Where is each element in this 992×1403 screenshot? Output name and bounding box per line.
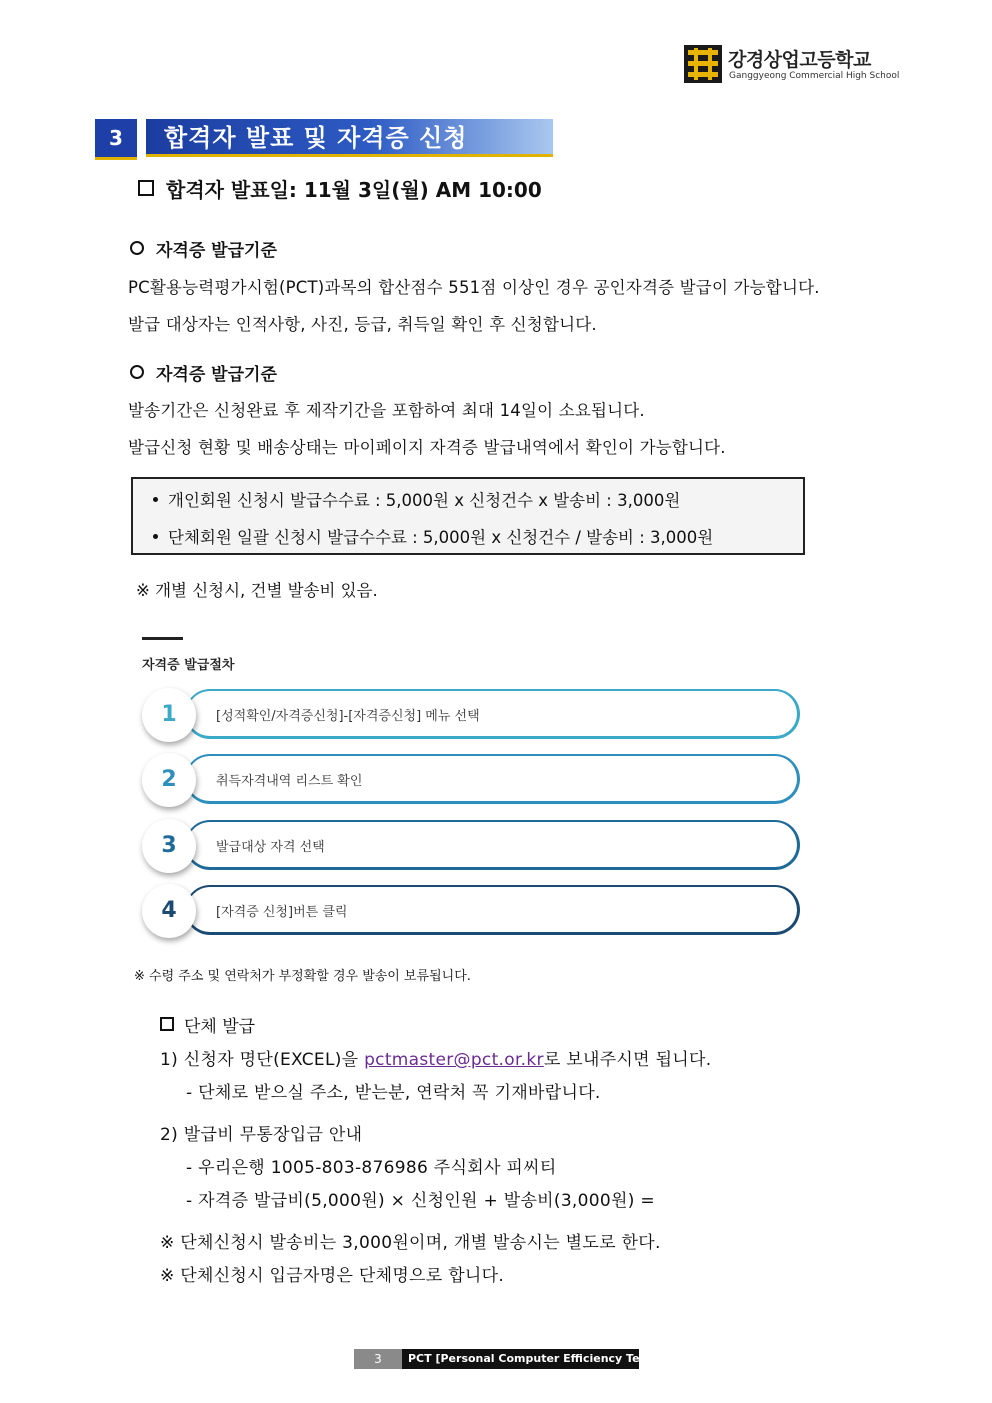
- procedure-step: [140, 752, 805, 808]
- fee-note: ※ 개별 신청시, 건별 발송비 있음.: [136, 581, 378, 600]
- circle-bullet-icon: [130, 365, 144, 379]
- checkbox-square-icon: [160, 1017, 174, 1031]
- fee-box: [131, 477, 805, 555]
- bullet-icon: [153, 534, 158, 539]
- school-name: 강경상업고등학교: [728, 49, 871, 71]
- step-label: [성적확인/자격증신청]-[자격증신청] 메뉴 선택: [216, 709, 480, 724]
- group-note-2: ※ 단체신청시 입금자명은 단체명으로 합니다.: [160, 1266, 505, 1286]
- group-item-2-bank: - 우리은행 1005-803-876986 주식회사 피씨티: [186, 1158, 557, 1178]
- procedure-title-bar: [142, 637, 183, 640]
- criteria-heading: 자격증 발급기준: [130, 236, 277, 261]
- circle-bullet-icon: [130, 241, 144, 255]
- step-label: [자격증 신청]버튼 클릭: [216, 905, 348, 920]
- announcement-date: [138, 174, 542, 203]
- fee-item-individual: 개인회원 신청시 발급수수료 : 5,000원 x 신청건수 x 발송비 : 3,000원: [153, 487, 680, 511]
- group-item-1-sub: - 단체로 받으실 주소, 받는분, 연락처 꼭 기재바랍니다.: [186, 1083, 601, 1103]
- criteria2-line-2: 발급신청 현황 및 배송상태는 마이페이지 자격증 발급내역에서 확인이 가능합니다.: [128, 438, 726, 457]
- checkbox-square-icon: [138, 180, 154, 196]
- fee-item-group: 단체회원 일괄 신청시 발급수수료 : 5,000원 x 신청건수 / 발송비 : 3,000원: [153, 524, 713, 548]
- section-title: 합격자 발표 및 자격증 신청: [146, 119, 553, 157]
- criteria2-line-1: 발송기간은 신청완료 후 제작기간을 포함하여 최대 14일이 소요됩니다.: [128, 401, 645, 420]
- page-number: 3: [354, 1349, 402, 1369]
- group-item-2: 2) 발급비 무통장입금 안내: [160, 1125, 363, 1145]
- step-label: 취득자격내역 리스트 확인: [216, 774, 363, 789]
- step-label: 발급대상 자격 선택: [216, 840, 325, 855]
- bullet-icon: [153, 497, 158, 502]
- criteria-line-2: 발급 대상자는 인적사항, 사진, 등급, 취득일 확인 후 신청합니다.: [128, 315, 597, 334]
- step-number: 2: [142, 753, 196, 807]
- step-number: 4: [142, 884, 196, 938]
- school-emblem-icon: [684, 45, 722, 83]
- procedure-step: [140, 818, 805, 874]
- announcement-text: 합격자 발표일: 11월 3일(월) AM 10:00: [166, 178, 542, 202]
- school-name-en: Ganggyeong Commercial High School: [729, 71, 900, 81]
- step-number: 3: [142, 819, 196, 873]
- section-number: 3: [95, 119, 137, 160]
- procedure-title: 자격증 발급절차: [142, 658, 235, 673]
- group-item-1: 1) 신청자 명단(EXCEL)을 pctmaster@pct.or.kr로 보내주시면 됩니다.: [160, 1050, 712, 1070]
- email-link[interactable]: pctmaster@pct.or.kr: [364, 1050, 544, 1070]
- procedure-step: [140, 687, 805, 743]
- group-note-1: ※ 단체신청시 발송비는 3,000원이며, 개별 발송시는 별도로 한다.: [160, 1233, 661, 1253]
- step-number: 1: [142, 688, 196, 742]
- footer-text: PCT [Personal Computer Efficiency Test]: [402, 1349, 639, 1369]
- address-note: ※ 수령 주소 및 연락처가 부정확할 경우 발송이 보류됩니다.: [134, 969, 471, 984]
- criteria2-heading: 자격증 발급기준: [130, 360, 277, 385]
- group-heading: 단체 발급: [160, 1012, 255, 1037]
- procedure-step: [140, 883, 805, 939]
- group-item-2-formula: - 자격증 발급비(5,000원) × 신청인원 + 발송비(3,000원) =: [186, 1191, 655, 1211]
- criteria-line-1: PC활용능력평가시험(PCT)과목의 합산점수 551점 이상인 경우 공인자격증 발급이 가능합니다.: [128, 278, 820, 297]
- school-logo: [684, 45, 900, 89]
